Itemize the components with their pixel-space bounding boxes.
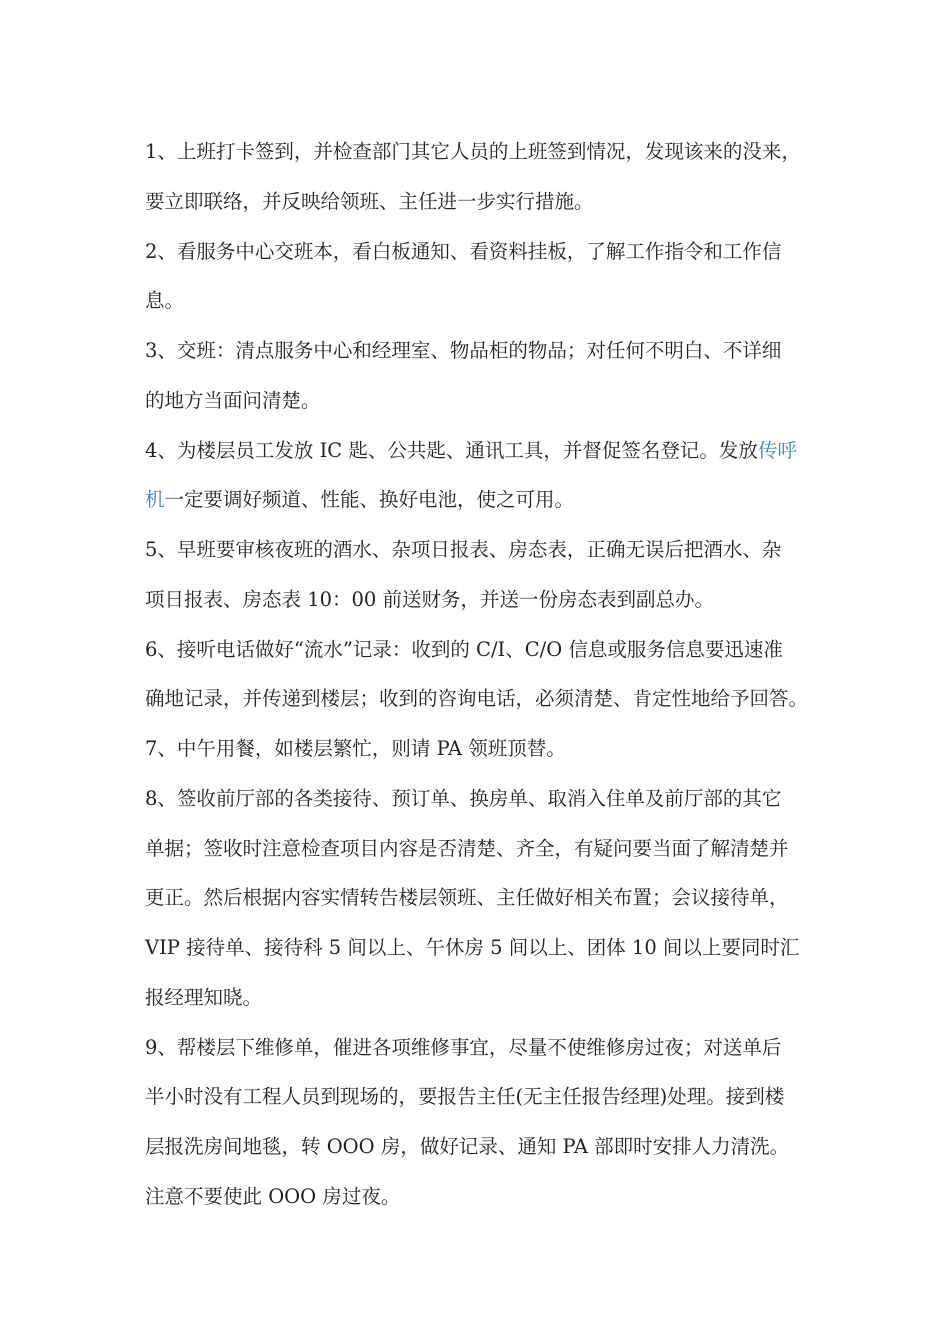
text-line: 半小时没有工程人员到现场的，要报告主任(无主任报告经理)处理。接到楼 (145, 1085, 785, 1109)
text-line: 的地方当面问清楚。 (145, 388, 321, 412)
text-line: 2、看服务中心交班本，看白板通知、看资料挂板，了解工作指令和工作信 (145, 239, 782, 263)
text-line: 3、交班：清点服务中心和经理室、物品柜的物品；对任何不明白、不详细 (145, 339, 782, 362)
text-line: 7、中午用餐，如楼层繁忙，则请 PA 领班顶替。 (145, 737, 566, 760)
text-line: 层报洗房间地毯，转 OOO 房，做好记录、通知 PA 部即时安排人力清洗。 (145, 1135, 790, 1158)
text-line: 6、接听电话做好“流水”记录：收到的 C/I、C/O 信息或服务信息要迅速准 (145, 637, 783, 661)
text-line: 5、早班要审核夜班的酒水、杂项日报表、房态表，正确无误后把酒水、杂 (145, 538, 782, 561)
text-segment: 4、为楼层员工发放 IC 匙、公共匙、通讯工具，并督促签名登记。发放 (145, 438, 758, 462)
pager-link-continued[interactable]: 机 (145, 488, 165, 512)
text-segment: 一定要调好频道、性能、换好电池，使之可用。 (164, 488, 575, 512)
text-line: 1、上班打卡签到，并检查部门其它人员的上班签到情况，发现该来的没来， (145, 140, 801, 163)
text-line: 8、签收前厅部的各类接待、预订单、换房单、取消入住单及前厅部的其它 (145, 786, 782, 810)
text-line: 9、帮楼层下维修单，催进各项维修事宜，尽量不使维修房过夜；对送单后 (145, 1035, 782, 1059)
text-line: 项日报表、房态表 10：00 前送财务，并送一份房态表到副总办。 (145, 587, 715, 611)
document-body (145, 127, 825, 1222)
text-line: 息。 (145, 289, 185, 313)
text-line: 更正。然后根据内容实情转告楼层领班、主任做好相关布置；会议接待单， (145, 886, 789, 910)
text-line: 单据；签收时注意检查项目内容是否清楚、齐全，有疑问要当面了解清楚并 (145, 836, 789, 860)
text-line (145, 475, 825, 525)
text-line: 确地记录，并传递到楼层；收到的咨询电话，必须清楚、肯定性地给予回答。 (145, 687, 809, 711)
text-line: VIP 接待单、接待科 5 间以上、午休房 5 间以上、团体 10 间以上要同时汇 (145, 936, 800, 959)
text-line: 注意不要使此 OOO 房过夜。 (145, 1184, 401, 1208)
text-line: 报经理知晓。 (145, 985, 263, 1009)
text-line (145, 426, 825, 476)
text-line: 要立即联络，并反映给领班、主任进一步实行措施。 (145, 189, 594, 213)
pager-link[interactable]: 传呼 (757, 438, 797, 462)
